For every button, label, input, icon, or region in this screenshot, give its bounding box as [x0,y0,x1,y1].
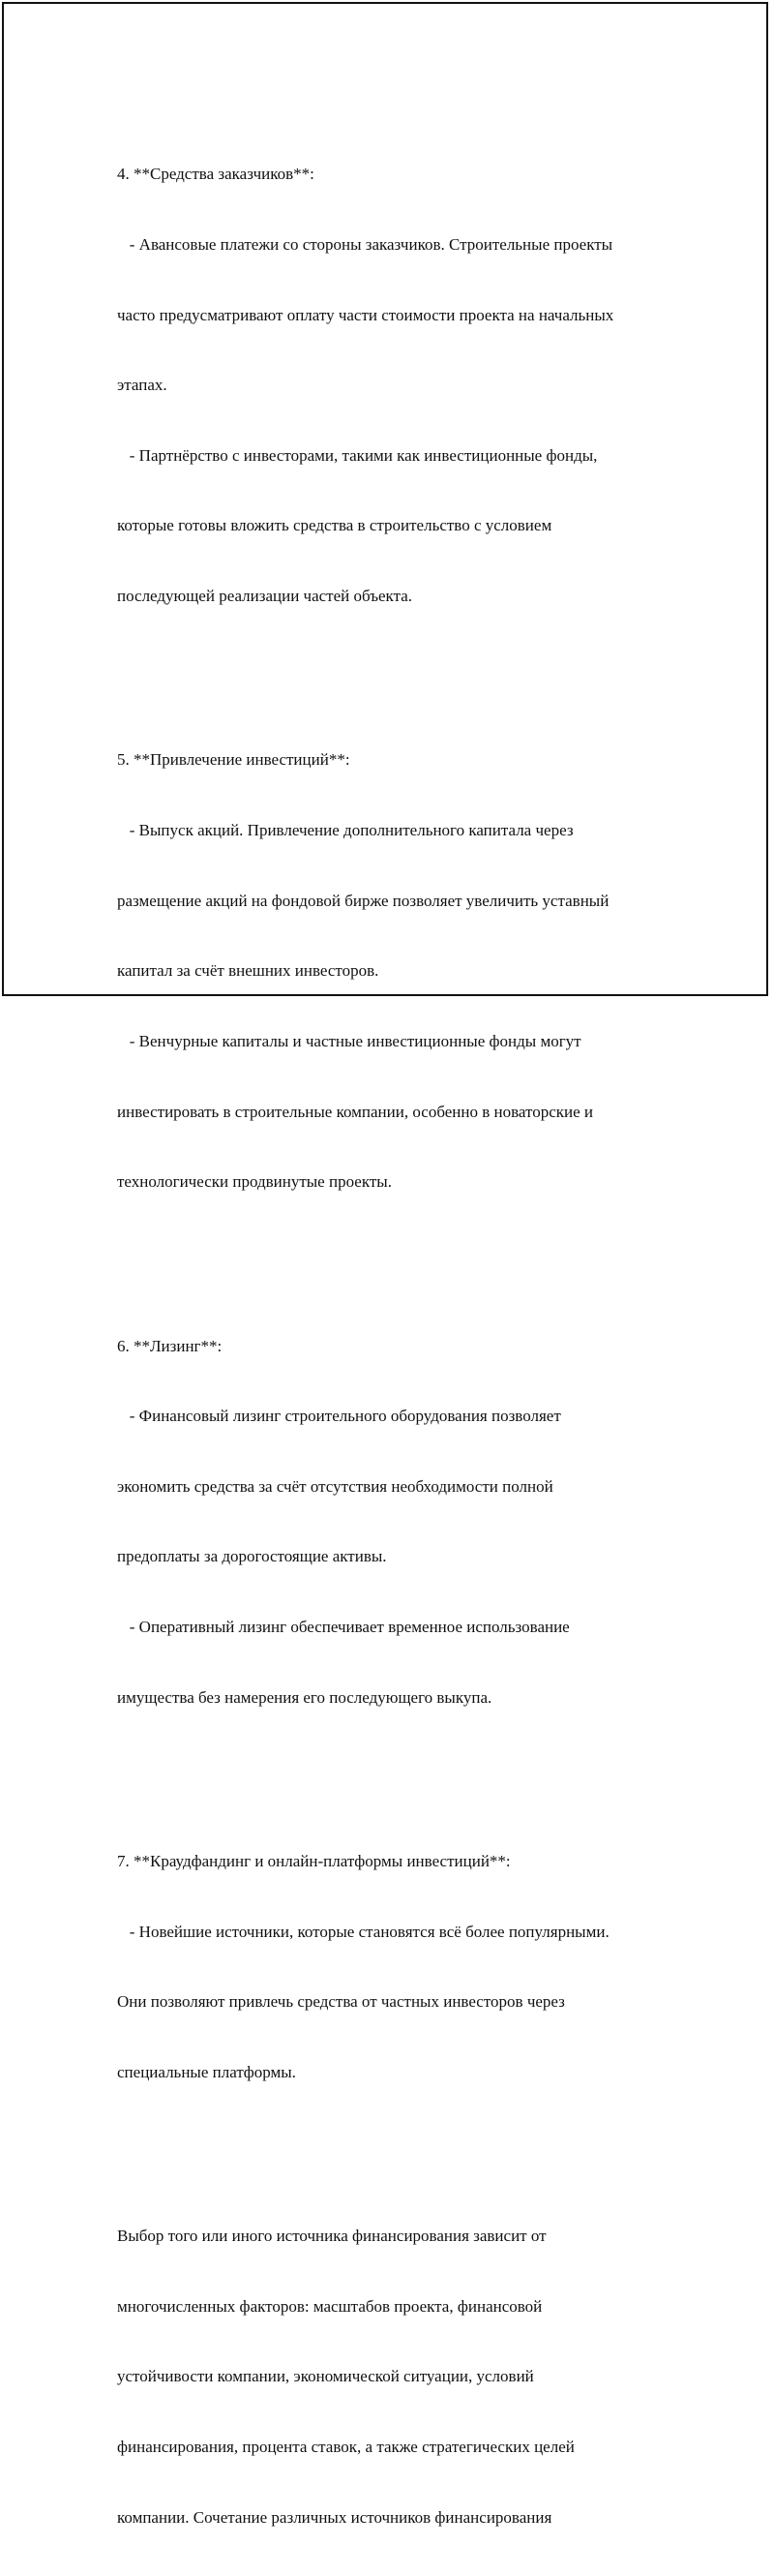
text-line: - Финансовый лизинг строительного оборудования позволяет [117,1407,561,1426]
text-line: специальные платформы. [117,2062,296,2081]
text-line: - Новейшие источники, которые становятся всё более популярными. [117,1922,610,1941]
text-line: капитал за счёт внешних инвесторов. [117,961,379,981]
document-page [2,2,768,2527]
conclusion-paragraph-line: устойчивости компании, экономической ситуации, условий [117,2367,534,2386]
paragraph-gap [117,655,698,679]
section-item-7-heading: 7. **Краудфандинг и онлайн-платформы инвестиций**: [117,1851,511,1870]
conclusion-paragraph-line: компании. Сочетание различных источников финансирования [117,2507,552,2527]
document-body [117,116,698,2576]
text-line: - Венчурные капиталы и частные инвестиционные фонды могут [117,1031,581,1050]
text-line: - Выпуск акций. Привлечение дополнительного капитала через [117,821,574,840]
section-item-6-heading: 6. **Лизинг**: [117,1336,223,1355]
text-line: имущества без намерения его последующего выкупа. [117,1687,492,1707]
section-item-5-heading: 5. **Привлечение инвестиций**: [117,750,350,770]
section-item-4-heading: 4. **Средства заказчиков**: [117,165,314,184]
text-line: - Партнёрство с инвесторами, такими как инвестиционные фонды, [117,445,598,465]
text-line: последующей реализации частей объекта. [117,587,413,606]
conclusion-paragraph-line: многочисленных факторов: масштабов проекта, финансовой [117,2296,543,2316]
text-line: предоплаты за дорогостоящие активы. [117,1547,387,1566]
text-line: часто предусматривают оплату части стоимости проекта на начальных [117,305,614,324]
paragraph-gap [117,1241,698,1264]
text-line: инвестировать в строительные компании, особенно в новаторские и [117,1102,594,1121]
text-line: - Авансовые платежи со стороны заказчиков. Строительные проекты [117,235,613,255]
text-line: этапах. [117,376,167,395]
text-line: которые готовы вложить средства в строительство с условием [117,516,552,535]
paragraph-gap [117,2131,698,2154]
text-line: - Оперативный лизинг обеспечивает временное использование [117,1617,570,1636]
text-line: экономить средства за счёт отсутствия необходимости полной [117,1476,553,1496]
text-line: размещение акций на фондовой бирже позволяет увеличить уставный [117,891,610,910]
conclusion-paragraph-line: Выбор того или иного источника финансирования зависит от [117,2227,547,2246]
paragraph-gap [117,1756,698,1779]
text-line: Они позволяют привлечь средства от частных инвесторов через [117,1992,565,2012]
text-line: технологически продвинутые проекты. [117,1172,392,1192]
conclusion-paragraph-line: финансирования, процента ставок, а также стратегических целей [117,2438,575,2457]
